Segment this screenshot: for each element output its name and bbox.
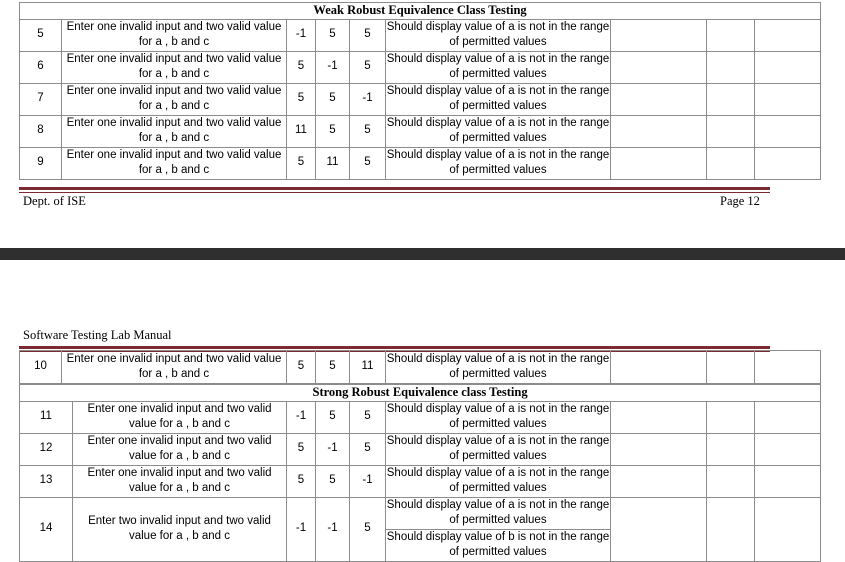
input-a: -1 [287, 497, 316, 561]
section-title: Strong Robust Equivalence class Testing [20, 385, 821, 402]
footer-department: Dept. of ISE [23, 194, 86, 208]
section-title-row [20, 385, 821, 402]
input-a: 5 [287, 147, 316, 179]
input-a: 5 [287, 433, 316, 465]
input-b: 5 [316, 465, 350, 497]
input-c: 5 [350, 147, 386, 179]
table-row [20, 115, 821, 147]
table-row [20, 433, 821, 465]
header-rule-thick [19, 346, 770, 349]
status-cell [707, 351, 755, 384]
input-c: 5 [350, 497, 386, 561]
document-page-13 [0, 260, 845, 562]
expected-output: Should display value of a is not in the range of permitted values [386, 465, 611, 497]
case-id: 8 [20, 115, 62, 147]
test-case-table-continued [19, 350, 821, 384]
expected-output: Should display value of a is not in the range of permitted values [386, 83, 611, 115]
section-title-row [20, 3, 821, 20]
status-cell [707, 147, 755, 179]
actual-output-cell [611, 51, 707, 83]
table-row [20, 83, 821, 115]
input-a: 5 [287, 351, 316, 384]
actual-output-cell [611, 433, 707, 465]
input-c: 11 [350, 351, 386, 384]
table-row [20, 497, 821, 529]
case-id: 11 [20, 401, 73, 433]
case-id: 6 [20, 51, 62, 83]
comments-cell [755, 497, 821, 561]
comments-cell [755, 51, 821, 83]
status-cell [707, 433, 755, 465]
comments-cell [755, 83, 821, 115]
case-id: 7 [20, 83, 62, 115]
case-description: Enter one invalid input and two valid value for a , b and c [62, 351, 287, 384]
document-page-12 [0, 0, 845, 248]
input-a: -1 [287, 19, 316, 51]
input-c: -1 [350, 83, 386, 115]
input-c: 5 [350, 115, 386, 147]
comments-cell [755, 115, 821, 147]
input-b: 5 [316, 401, 350, 433]
case-description: Enter one invalid input and two valid value for a , b and c [73, 401, 287, 433]
case-description: Enter two invalid input and two valid value for a , b and c [73, 497, 287, 561]
input-b: -1 [316, 497, 350, 561]
status-cell [707, 115, 755, 147]
case-description: Enter one invalid input and two valid value for a , b and c [62, 19, 287, 51]
input-b: 5 [316, 351, 350, 384]
actual-output-cell [611, 401, 707, 433]
input-a: 11 [287, 115, 316, 147]
actual-output-cell [611, 115, 707, 147]
test-case-table-page12 [19, 2, 821, 180]
input-c: 5 [350, 433, 386, 465]
case-description: Enter one invalid input and two valid value for a , b and c [73, 465, 287, 497]
case-description: Enter one invalid input and two valid value for a , b and c [73, 433, 287, 465]
page-header-title: Software Testing Lab Manual [23, 328, 172, 342]
expected-output: Should display value of a is not in the range of permitted values [386, 19, 611, 51]
page-separator [0, 248, 845, 260]
expected-output: Should display value of a is not in the range of permitted values [386, 497, 611, 529]
status-cell [707, 401, 755, 433]
input-b: 11 [316, 147, 350, 179]
table-row [20, 19, 821, 51]
table-row [20, 401, 821, 433]
actual-output-cell [611, 351, 707, 384]
table-row [20, 51, 821, 83]
test-case-table-strong-robust [19, 384, 821, 562]
input-a: 5 [287, 465, 316, 497]
input-c: 5 [350, 19, 386, 51]
table-row [20, 351, 821, 384]
case-id: 12 [20, 433, 73, 465]
comments-cell [755, 465, 821, 497]
table-row [20, 147, 821, 179]
actual-output-cell [611, 83, 707, 115]
status-cell [707, 51, 755, 83]
case-description: Enter one invalid input and two valid value for a , b and c [62, 115, 287, 147]
case-description: Enter one invalid input and two valid value for a , b and c [62, 51, 287, 83]
footer-rule-thick [19, 187, 770, 190]
comments-cell [755, 433, 821, 465]
comments-cell [755, 401, 821, 433]
input-c: 5 [350, 401, 386, 433]
footer-page-number: Page 12 [720, 194, 760, 208]
actual-output-cell [611, 497, 707, 561]
input-c: 5 [350, 51, 386, 83]
expected-output: Should display value of a is not in the range of permitted values [386, 433, 611, 465]
input-b: 5 [316, 83, 350, 115]
expected-output: Should display value of a is not in the range of permitted values [386, 351, 611, 384]
actual-output-cell [611, 147, 707, 179]
case-description: Enter one invalid input and two valid value for a , b and c [62, 147, 287, 179]
comments-cell [755, 19, 821, 51]
comments-cell [755, 351, 821, 384]
expected-output: Should display value of a is not in the range of permitted values [386, 147, 611, 179]
case-description: Enter one invalid input and two valid value for a , b and c [62, 83, 287, 115]
input-c: -1 [350, 465, 386, 497]
input-b: -1 [316, 433, 350, 465]
status-cell [707, 465, 755, 497]
input-b: -1 [316, 51, 350, 83]
case-id: 9 [20, 147, 62, 179]
footer-rule-thin [19, 192, 770, 193]
expected-output: Should display value of b is not in the range of permitted values [386, 529, 611, 561]
section-title: Weak Robust Equivalence Class Testing [20, 3, 821, 20]
comments-cell [755, 147, 821, 179]
input-b: 5 [316, 19, 350, 51]
input-a: -1 [287, 401, 316, 433]
input-a: 5 [287, 51, 316, 83]
expected-output: Should display value of a is not in the range of permitted values [386, 51, 611, 83]
actual-output-cell [611, 465, 707, 497]
case-id: 14 [20, 497, 73, 561]
status-cell [707, 497, 755, 561]
input-a: 5 [287, 83, 316, 115]
case-id: 10 [20, 351, 62, 384]
actual-output-cell [611, 19, 707, 51]
case-id: 13 [20, 465, 73, 497]
expected-output: Should display value of a is not in the range of permitted values [386, 401, 611, 433]
case-id: 5 [20, 19, 62, 51]
input-b: 5 [316, 115, 350, 147]
status-cell [707, 19, 755, 51]
expected-output: Should display value of a is not in the range of permitted values [386, 115, 611, 147]
status-cell [707, 83, 755, 115]
table-row [20, 465, 821, 497]
